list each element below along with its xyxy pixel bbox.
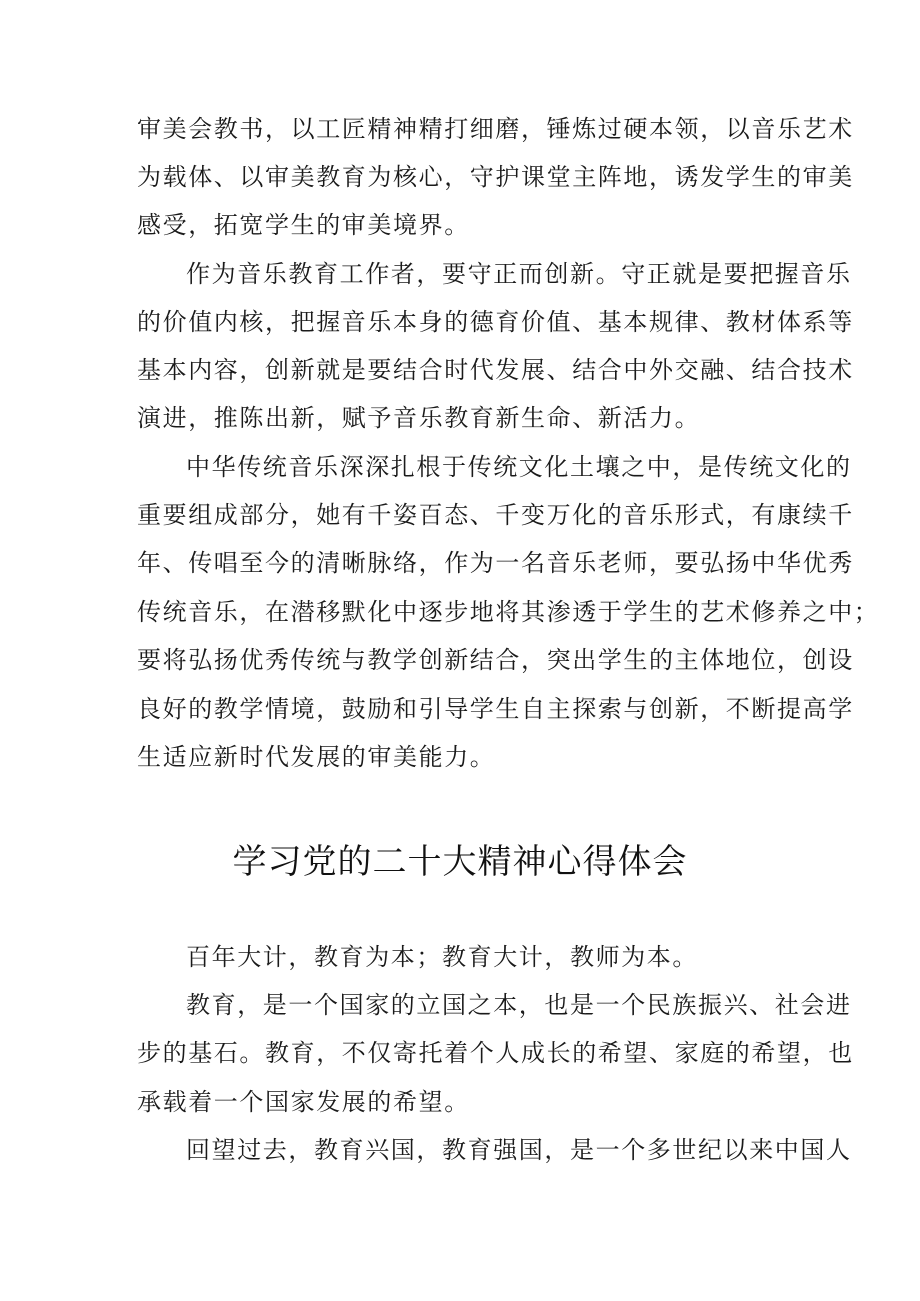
text-line: 作为音乐教育工作者，要守正而创新。守正就是要把握音乐	[186, 260, 852, 288]
section-title: 学习党的二十大精神心得体会	[232, 842, 688, 882]
text-line: 重要组成部分，她有千姿百态、千变万化的音乐形式，有康续千	[137, 501, 854, 529]
text-line: 承载着一个国家发展的希望。	[137, 1088, 470, 1116]
text-line: 要将弘扬优秀传统与教学创新结合，突出学生的主体地位，创设	[137, 646, 854, 674]
text-line: 感受，拓宽学生的审美境界。	[137, 211, 470, 239]
text-line: 百年大计，教育为本；教育大计，教师为本。	[186, 943, 698, 971]
text-line: 中华传统音乐深深扎根于传统文化土壤之中，是传统文化的	[186, 453, 852, 481]
text-line: 年、传唱至今的清晰脉络，作为一名音乐老师，要弘扬中华优秀	[137, 549, 854, 577]
text-line: 教育，是一个国家的立国之本，也是一个民族振兴、社会进	[186, 991, 852, 1019]
text-line: 良好的教学情境，鼓励和引导学生自主探索与创新，不断提高学	[137, 695, 854, 723]
text-line: 回望过去，教育兴国，教育强国，是一个多世纪以来中国人	[186, 1136, 852, 1164]
text-line: 步的基石。教育，不仅寄托着个人成长的希望、家庭的希望，也	[137, 1039, 854, 1067]
text-line: 传统音乐，在潜移默化中逐步地将其渗透于学生的艺术修养之中；	[137, 598, 880, 626]
text-line: 演进，推陈出新，赋予音乐教育新生命、新活力。	[137, 404, 701, 432]
text-line: 生适应新时代发展的审美能力。	[137, 743, 496, 771]
text-line: 审美会教书，以工匠精神精打细磨，锤炼过硬本领，以音乐艺术	[137, 115, 854, 143]
text-line: 基本内容，创新就是要结合时代发展、结合中外交融、结合技术	[137, 356, 854, 384]
text-line: 为载体、以审美教育为核心，守护课堂主阵地，诱发学生的审美	[137, 163, 854, 191]
text-line: 的价值内核，把握音乐本身的德育价值、基本规律、教材体系等	[137, 308, 854, 336]
